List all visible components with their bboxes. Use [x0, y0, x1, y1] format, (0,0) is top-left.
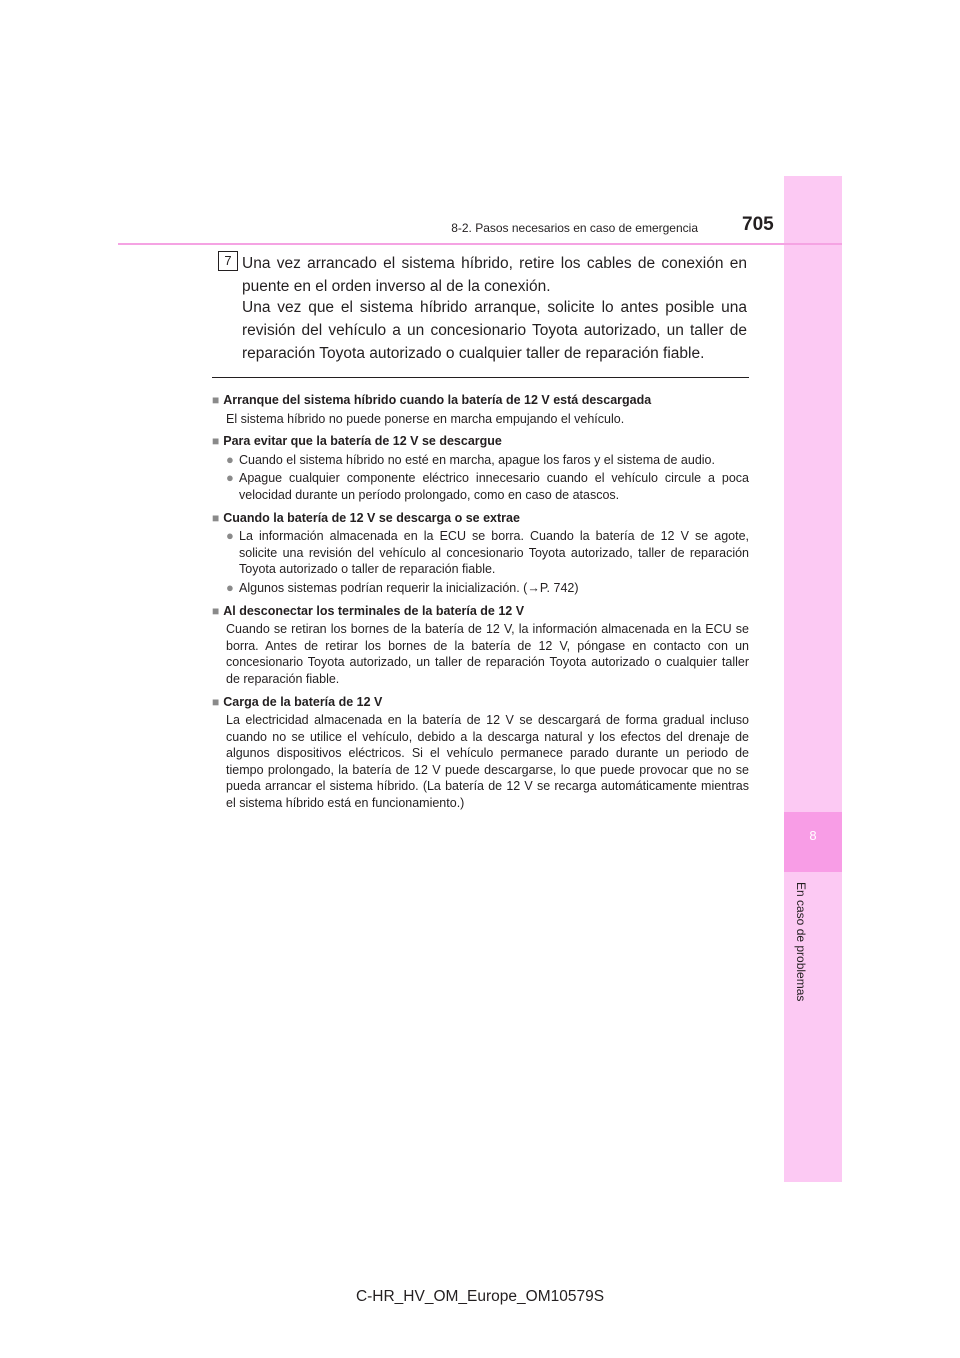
note-block — [212, 603, 749, 688]
note-block — [212, 433, 749, 503]
step-number-box: 7 — [218, 251, 238, 271]
square-bullet-icon: ■ — [212, 510, 220, 525]
note-block — [212, 392, 749, 427]
note-heading: Arranque del sistema híbrido cuando la batería de 12 V está descargada — [223, 393, 652, 407]
note-block — [212, 694, 749, 812]
chapter-title: En caso de problemas — [794, 882, 808, 1002]
chapter-number: 8 — [809, 828, 817, 843]
notes-section — [212, 386, 749, 812]
step-text: Una vez arrancado el sistema híbrido, retire los cables de conexión en puente en el orden inverso al de la conexión. — [242, 255, 747, 295]
section-title: 8-2. Pasos necesarios en caso de emergencia — [451, 221, 698, 235]
note-bullet: ● Cuando el sistema híbrido no esté en marcha, apague los faros y el sistema de audio. — [226, 451, 715, 467]
square-bullet-icon: ■ — [212, 694, 220, 709]
note-bullet: ● Apague cualquier componente eléctrico innecesario cuando el vehículo circule a poca velocidad durante un período prolongado, como en caso de atascos. — [226, 470, 749, 502]
document-id-footer: C-HR_HV_OM_Europe_OM10579S — [355, 1288, 605, 1305]
note-body: El sistema híbrido no puede ponerse en marcha empujando el vehículo. — [226, 411, 625, 426]
note-block — [212, 510, 749, 597]
note-heading: Cuando la batería de 12 V se descarga o se extrae — [223, 510, 520, 525]
circle-bullet-icon: ● — [226, 451, 234, 467]
square-bullet-icon: ■ — [212, 434, 220, 449]
note-heading: Al desconectar los terminales de la batería de 12 V — [223, 603, 525, 618]
section-divider — [212, 377, 749, 378]
note-body: Cuando se retiran los bornes de la batería de 12 V, la información almacenada en la ECU se borra. Antes de retirar los bornes de la batería de 12 V, póngase en contacto con un concesionario Toyota autorizado, un taller de reparación Toyota autorizado o cualquier taller de reparación fiable. — [226, 622, 749, 686]
circle-bullet-icon: ● — [226, 528, 234, 544]
circle-bullet-icon: ● — [226, 470, 234, 486]
square-bullet-icon: ■ — [212, 393, 220, 407]
page-number: 705 — [742, 214, 774, 235]
square-bullet-icon: ■ — [212, 603, 220, 618]
circle-bullet-icon: ● — [226, 579, 234, 595]
note-heading: Carga de la batería de 12 V — [223, 694, 383, 709]
step-paragraph: Una vez que el sistema híbrido arranque, solicite lo antes posible una revisión del vehículo a un concesionario Toyota autorizado, un taller de reparación Toyota autorizado o cualquier taller de reparación fiable. — [242, 299, 747, 362]
header-rule — [118, 243, 842, 245]
note-bullet: ● Algunos sistemas podrían requerir la inicialización. (→P. 742) — [226, 579, 579, 595]
note-body: La electricidad almacenada en la batería de 12 V se descargará de forma gradual incluso cuando no se utilice el vehículo, debido a la descarga natural y los efectos del drenaje de algunos dispositivos eléctricos. Si el vehículo permanece parado durante un periodo de tiempo prolongado, la batería de 12 V puede descargarse, lo que puede provocar que no se pueda arrancar el sistema híbrido. (La batería de 12 V se recarga automáticamente mientras el sistema híbrido está en funcionamiento.) — [226, 713, 749, 811]
note-bullet: ● La información almacenada en la ECU se borra. Cuando la batería de 12 V se agote, solicite una revisión del vehículo al concesionario Toyota autorizado, taller de reparación Toyota autorizado o taller de reparación fiable. — [226, 528, 749, 577]
note-heading: Para evitar que la batería de 12 V se descargue — [223, 434, 502, 449]
